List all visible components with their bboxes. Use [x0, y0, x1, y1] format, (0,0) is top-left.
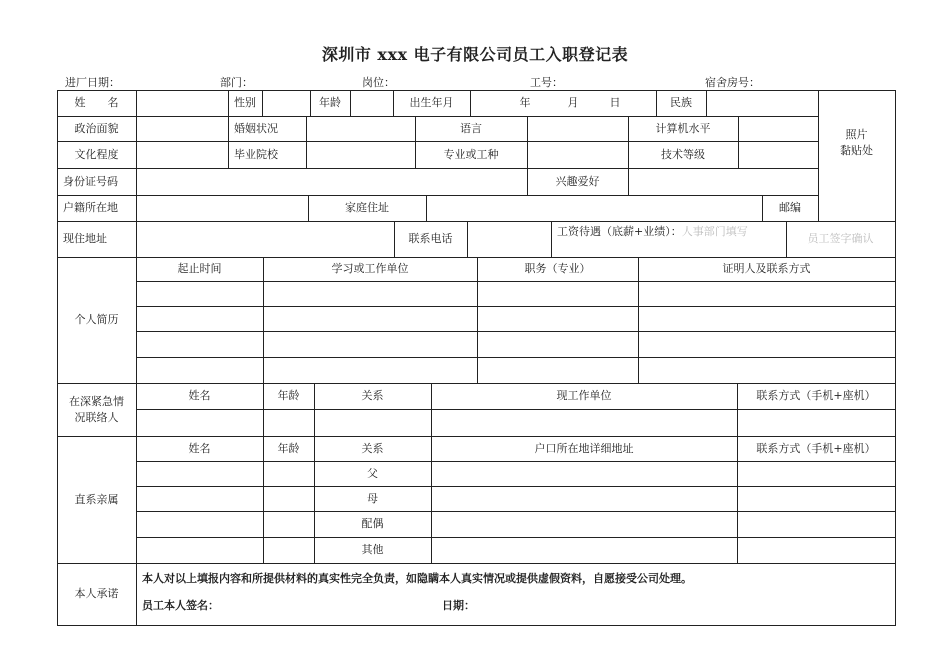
- emergency-header-2: 关系: [361, 389, 384, 403]
- resume-cell[interactable]: [638, 281, 895, 306]
- emergency-cell[interactable]: [737, 409, 895, 436]
- current-address-field[interactable]: [136, 221, 394, 257]
- political-field[interactable]: [136, 116, 228, 141]
- grid-line-h: [57, 625, 896, 626]
- entry-date-label: 进厂日期：: [65, 76, 120, 89]
- hukou-field[interactable]: [136, 195, 308, 221]
- family-age-cell[interactable]: [263, 461, 314, 486]
- salary-label: 工资待遇（底薪+业绩）：: [557, 225, 682, 238]
- resume-cell[interactable]: [477, 357, 638, 383]
- family-relation-1: 母: [367, 491, 378, 505]
- sign-date-label: 日期：: [442, 599, 475, 613]
- family-contact-cell[interactable]: [737, 486, 895, 511]
- name-label: 姓 名: [74, 96, 119, 110]
- family-relation-2: 配偶: [361, 517, 384, 531]
- family-age-cell[interactable]: [263, 537, 314, 563]
- family-address-cell[interactable]: [431, 486, 737, 511]
- staff-sign-confirm-hint: 员工签字确认: [807, 232, 874, 246]
- family-name-cell[interactable]: [136, 511, 263, 537]
- marital-field[interactable]: [306, 116, 415, 141]
- emergency-cell[interactable]: [136, 409, 263, 436]
- home-address-label: 家庭住址: [345, 201, 389, 215]
- emergency-header-0: 姓名: [188, 389, 211, 403]
- ethnicity-label: 民族: [670, 96, 692, 110]
- phone-label: 联系电话: [408, 232, 453, 246]
- sign-date-field[interactable]: [478, 596, 640, 616]
- emergency-header-3: 现工作单位: [556, 389, 612, 403]
- resume-cell[interactable]: [136, 357, 263, 383]
- major-field[interactable]: [527, 141, 628, 168]
- family-header-4: 联系方式（手机+座机）: [756, 441, 876, 455]
- resume-cell[interactable]: [136, 281, 263, 306]
- ethnicity-field[interactable]: [706, 90, 818, 116]
- home-address-field[interactable]: [426, 195, 762, 221]
- marital-label: 婚姻状况: [234, 121, 278, 135]
- resume-cell[interactable]: [638, 306, 895, 331]
- hobby-field[interactable]: [628, 168, 818, 195]
- age-label: 年龄: [319, 96, 341, 110]
- resume-section-label: 个人简历: [74, 313, 119, 327]
- department-label: 部门：: [220, 76, 253, 89]
- tech-level-field[interactable]: [738, 141, 818, 168]
- family-header-1: 年龄: [277, 441, 300, 455]
- computer-field[interactable]: [738, 116, 818, 141]
- birth-month-label: 月: [567, 96, 579, 110]
- family-address-cell[interactable]: [431, 537, 737, 563]
- emergency-cell[interactable]: [431, 409, 737, 436]
- form-title: 深圳市 xxx 电子有限公司员工入职登记表: [321, 45, 629, 64]
- position-label: 岗位：: [362, 76, 395, 89]
- resume-header-2: 职务（专业）: [524, 262, 591, 276]
- emergency-cell[interactable]: [314, 409, 431, 436]
- family-age-cell[interactable]: [263, 486, 314, 511]
- phone-field[interactable]: [467, 221, 551, 257]
- photo-area: 照片 黏贴处: [840, 128, 873, 157]
- hr-fill-hint: 人事部门填写: [681, 225, 748, 238]
- postcode-label: 邮编: [779, 201, 801, 215]
- family-name-cell[interactable]: [136, 486, 263, 511]
- language-label: 语言: [460, 121, 482, 135]
- school-field[interactable]: [306, 141, 415, 168]
- resume-cell[interactable]: [263, 357, 477, 383]
- resume-cell[interactable]: [477, 331, 638, 357]
- signature-field[interactable]: [230, 596, 420, 616]
- family-header-2: 关系: [361, 441, 384, 455]
- resume-cell[interactable]: [263, 306, 477, 331]
- id-no-label: 身份证号码: [63, 174, 118, 188]
- education-label: 文化程度: [74, 147, 119, 161]
- id-no-field[interactable]: [136, 168, 527, 195]
- resume-cell[interactable]: [477, 306, 638, 331]
- resume-cell[interactable]: [136, 331, 263, 357]
- hobby-label: 兴趣爱好: [555, 174, 600, 188]
- emergency-section-label: 在深紧急情况联络人: [69, 395, 124, 424]
- resume-cell[interactable]: [263, 281, 477, 306]
- grid-line-v: [470, 90, 471, 117]
- employee-no-label: 工号：: [530, 76, 563, 89]
- resume-header-1: 学习或工作单位: [331, 262, 409, 276]
- signature-label: 员工本人签名：: [142, 599, 219, 613]
- education-field[interactable]: [136, 141, 228, 168]
- school-label: 毕业院校: [234, 147, 278, 161]
- resume-cell[interactable]: [477, 281, 638, 306]
- resume-cell[interactable]: [136, 306, 263, 331]
- tech-level-label: 技术等级: [661, 147, 705, 161]
- grid-line-h: [57, 563, 896, 564]
- postcode-field[interactable]: [818, 195, 895, 221]
- emergency-cell[interactable]: [263, 409, 314, 436]
- family-name-cell[interactable]: [136, 537, 263, 563]
- dorm-no-label: 宿舍房号：: [705, 76, 760, 89]
- major-label: 专业或工种: [443, 147, 499, 161]
- hukou-label: 户籍所在地: [63, 201, 118, 215]
- age-field[interactable]: [350, 90, 393, 116]
- resume-header-0: 起止时间: [177, 262, 222, 276]
- name-field[interactable]: [136, 90, 228, 116]
- family-relation-0: 父: [367, 466, 378, 480]
- birth-day-label: 日: [609, 96, 621, 110]
- family-relation-3: 其他: [361, 543, 384, 557]
- birth-label: 出生年月: [409, 96, 454, 110]
- salary-cell: [551, 221, 786, 257]
- emergency-header-1: 年龄: [277, 389, 300, 403]
- family-age-cell[interactable]: [263, 511, 314, 537]
- gender-label: 性别: [234, 96, 256, 110]
- family-contact-cell[interactable]: [737, 461, 895, 486]
- resume-cell[interactable]: [263, 331, 477, 357]
- grid-line-v: [895, 90, 896, 626]
- resume-cell[interactable]: [638, 357, 895, 383]
- family-contact-cell[interactable]: [737, 511, 895, 537]
- resume-header-3: 证明人及联系方式: [722, 262, 811, 276]
- emergency-header-4: 联系方式（手机+座机）: [756, 389, 876, 403]
- family-address-cell[interactable]: [431, 511, 737, 537]
- family-address-cell[interactable]: [431, 461, 737, 486]
- political-label: 政治面貌: [74, 121, 119, 135]
- resume-cell[interactable]: [638, 331, 895, 357]
- commitment-section-label: 本人承诺: [74, 587, 119, 601]
- family-section-label: 直系亲属: [74, 492, 119, 506]
- language-field[interactable]: [527, 116, 628, 141]
- current-address-label: 现住地址: [63, 232, 107, 246]
- family-header-3: 户口所在地详细地址: [534, 441, 634, 455]
- gender-field[interactable]: [262, 90, 310, 116]
- birth-year-label: 年: [519, 96, 531, 110]
- family-header-0: 姓名: [188, 441, 211, 455]
- family-name-cell[interactable]: [136, 461, 263, 486]
- computer-label: 计算机水平: [655, 121, 711, 135]
- family-contact-cell[interactable]: [737, 537, 895, 563]
- commitment-statement: 本人对以上填报内容和所提供材料的真实性完全负责，如隐瞒本人真实情况或提供虚假资料，自愿接受公司处理。: [142, 572, 692, 586]
